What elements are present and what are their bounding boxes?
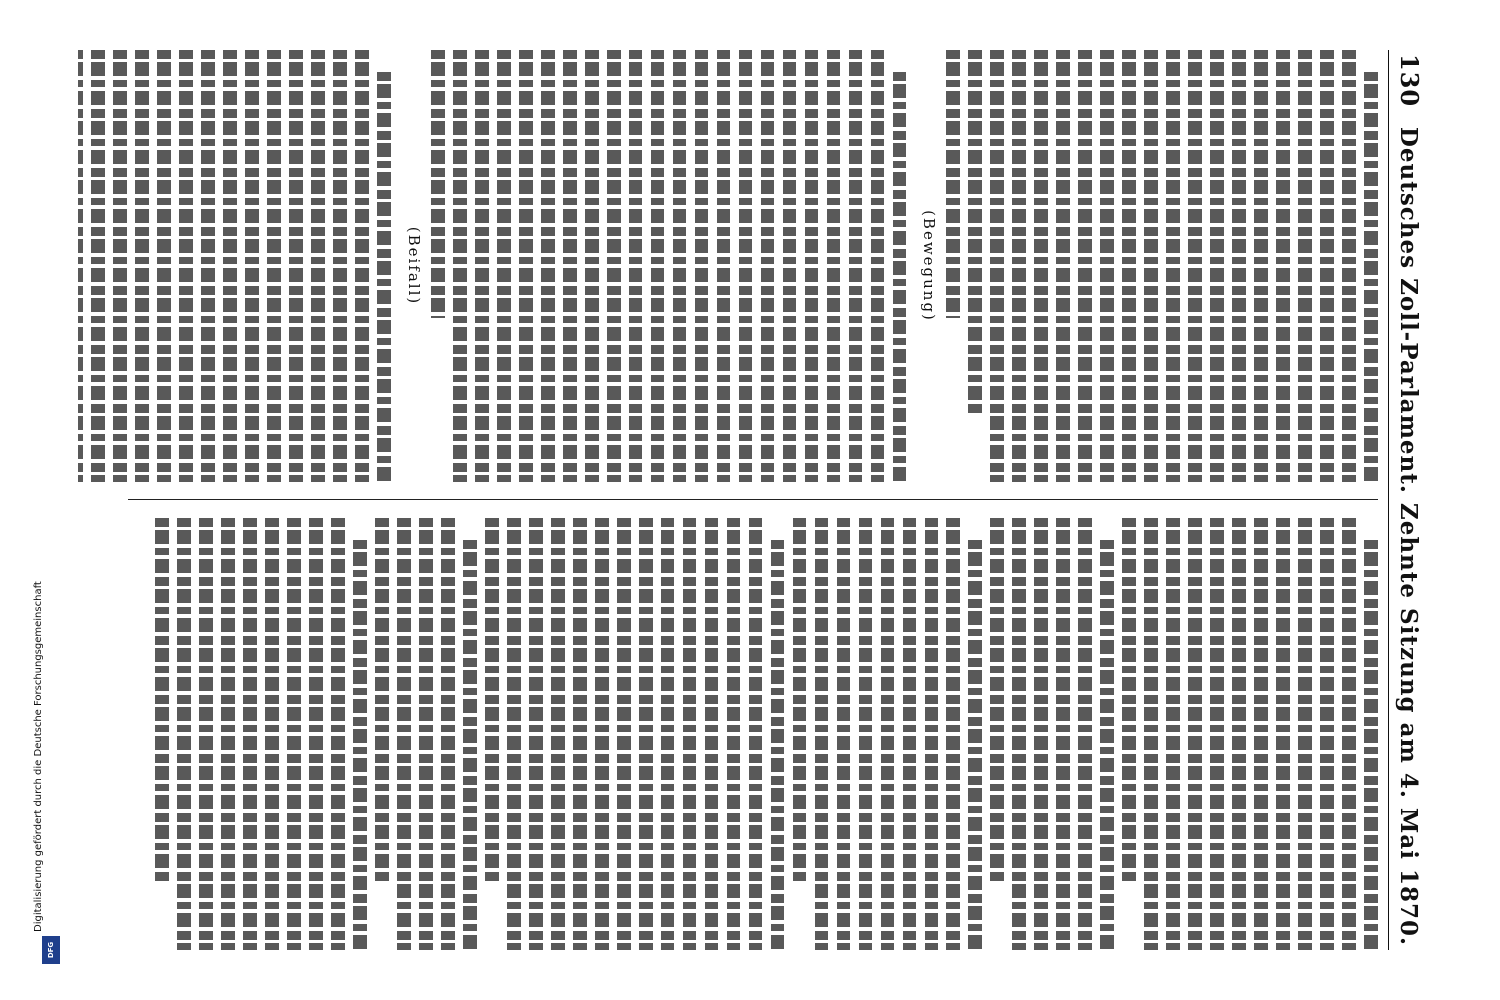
text-line	[1342, 50, 1356, 482]
text-line	[135, 50, 149, 482]
text-line	[1056, 50, 1070, 482]
rotated-page-content	[60, 50, 1440, 950]
text-line	[331, 518, 345, 950]
text-line	[453, 50, 467, 482]
text-line	[727, 518, 741, 950]
text-columns	[60, 50, 1378, 950]
text-line	[1320, 50, 1334, 482]
text-line	[463, 540, 477, 950]
text-line	[1342, 518, 1356, 950]
text-line	[267, 50, 281, 482]
text-line	[968, 50, 982, 413]
text-line	[837, 518, 851, 950]
text-line	[695, 50, 709, 482]
text-line	[1166, 50, 1180, 482]
text-line	[990, 50, 1004, 482]
text-line	[871, 50, 885, 482]
text-line	[1144, 518, 1158, 950]
text-line	[617, 518, 631, 950]
text-line	[705, 518, 719, 950]
text-line	[1364, 540, 1378, 950]
text-line	[1122, 518, 1136, 881]
text-line	[827, 50, 841, 482]
page-number: 130	[1395, 54, 1424, 108]
text-line	[881, 518, 895, 950]
text-line	[1166, 518, 1180, 950]
text-line	[925, 518, 939, 950]
text-line	[475, 50, 489, 482]
text-line	[607, 50, 621, 482]
text-line	[551, 518, 565, 950]
text-line	[903, 518, 917, 950]
text-line	[629, 50, 643, 482]
text-line	[1298, 50, 1312, 482]
text-line	[91, 50, 105, 482]
text-line	[155, 518, 169, 881]
text-line	[805, 50, 819, 482]
text-line	[221, 518, 235, 950]
text-line	[397, 518, 411, 950]
text-line	[573, 518, 587, 950]
text-line	[309, 518, 323, 950]
text-line	[771, 540, 785, 950]
text-line	[1254, 50, 1268, 482]
text-line	[1100, 50, 1114, 482]
text-line	[1144, 50, 1158, 482]
text-line	[179, 50, 193, 482]
text-line	[529, 518, 543, 950]
text-line	[243, 518, 257, 950]
text-line	[78, 50, 83, 482]
text-line	[519, 50, 533, 482]
dfg-logo	[42, 936, 60, 964]
text-line	[431, 50, 445, 318]
text-line	[245, 50, 259, 482]
text-line	[1276, 518, 1290, 950]
text-line	[377, 72, 391, 482]
text-line	[311, 50, 325, 482]
text-line	[419, 518, 433, 950]
text-line	[441, 518, 455, 950]
text-line	[968, 540, 982, 950]
text-line	[1034, 518, 1048, 950]
column-divider	[128, 499, 1378, 500]
text-line	[947, 518, 961, 950]
text-line	[497, 50, 511, 482]
text-line	[1122, 50, 1136, 482]
text-line	[661, 518, 675, 950]
text-line	[265, 518, 279, 950]
text-line	[1254, 518, 1268, 950]
text-line	[333, 50, 347, 482]
text-line	[177, 518, 191, 950]
text-line	[355, 50, 369, 482]
text-line	[783, 50, 797, 482]
text-line	[223, 50, 237, 482]
text-line	[113, 50, 127, 482]
text-line	[585, 50, 599, 482]
text-line	[990, 518, 1004, 881]
dfg-logo-text: DFG	[47, 941, 55, 959]
text-line	[1232, 518, 1246, 950]
text-line	[595, 518, 609, 950]
text-line	[353, 540, 367, 950]
text-line	[1012, 518, 1026, 950]
page-header	[1388, 50, 1440, 950]
text-line	[683, 518, 697, 950]
text-line	[289, 50, 303, 482]
text-line	[201, 50, 215, 482]
digitization-note: Digitalisierung gefördert durch die Deutsche Forschungsgemeinschaft	[33, 581, 44, 932]
text-line	[563, 50, 577, 482]
text-line	[485, 518, 499, 881]
text-line	[1298, 518, 1312, 950]
running-head: Deutsches Zoll-Parlament. Zehnte Sitzung am 4. Mai 1870.	[1395, 126, 1422, 946]
text-line	[1320, 518, 1334, 950]
text-line	[849, 50, 863, 482]
text-line	[893, 72, 907, 482]
text-line	[1188, 50, 1202, 482]
text-line	[1276, 50, 1290, 482]
text-line	[287, 518, 301, 950]
text-line	[1210, 518, 1224, 950]
text-line	[541, 50, 555, 482]
right-column	[78, 518, 1378, 950]
text-line	[749, 518, 763, 950]
text-line	[739, 50, 753, 482]
text-line	[673, 50, 687, 482]
text-line	[375, 518, 389, 881]
text-line	[157, 50, 171, 482]
left-column	[78, 50, 1378, 482]
text-line	[1078, 50, 1092, 482]
text-line	[859, 518, 873, 950]
text-line	[1232, 50, 1246, 482]
section-label: (Bewegung)	[920, 210, 939, 322]
text-line	[651, 50, 665, 482]
text-line	[1100, 540, 1114, 950]
text-line	[793, 518, 807, 881]
section-label: (Beifall)	[404, 226, 423, 306]
text-line	[1056, 518, 1070, 950]
text-line	[815, 518, 829, 950]
text-line	[199, 518, 213, 950]
text-line	[1078, 518, 1092, 950]
text-line	[507, 518, 521, 950]
text-line	[1012, 50, 1026, 482]
text-line	[1034, 50, 1048, 482]
text-line	[1364, 72, 1378, 482]
text-line	[639, 518, 653, 950]
scanned-page	[33, 30, 1460, 970]
text-line	[1210, 50, 1224, 482]
text-line	[1188, 518, 1202, 950]
text-line	[947, 50, 961, 318]
text-line	[761, 50, 775, 482]
text-line	[717, 50, 731, 482]
